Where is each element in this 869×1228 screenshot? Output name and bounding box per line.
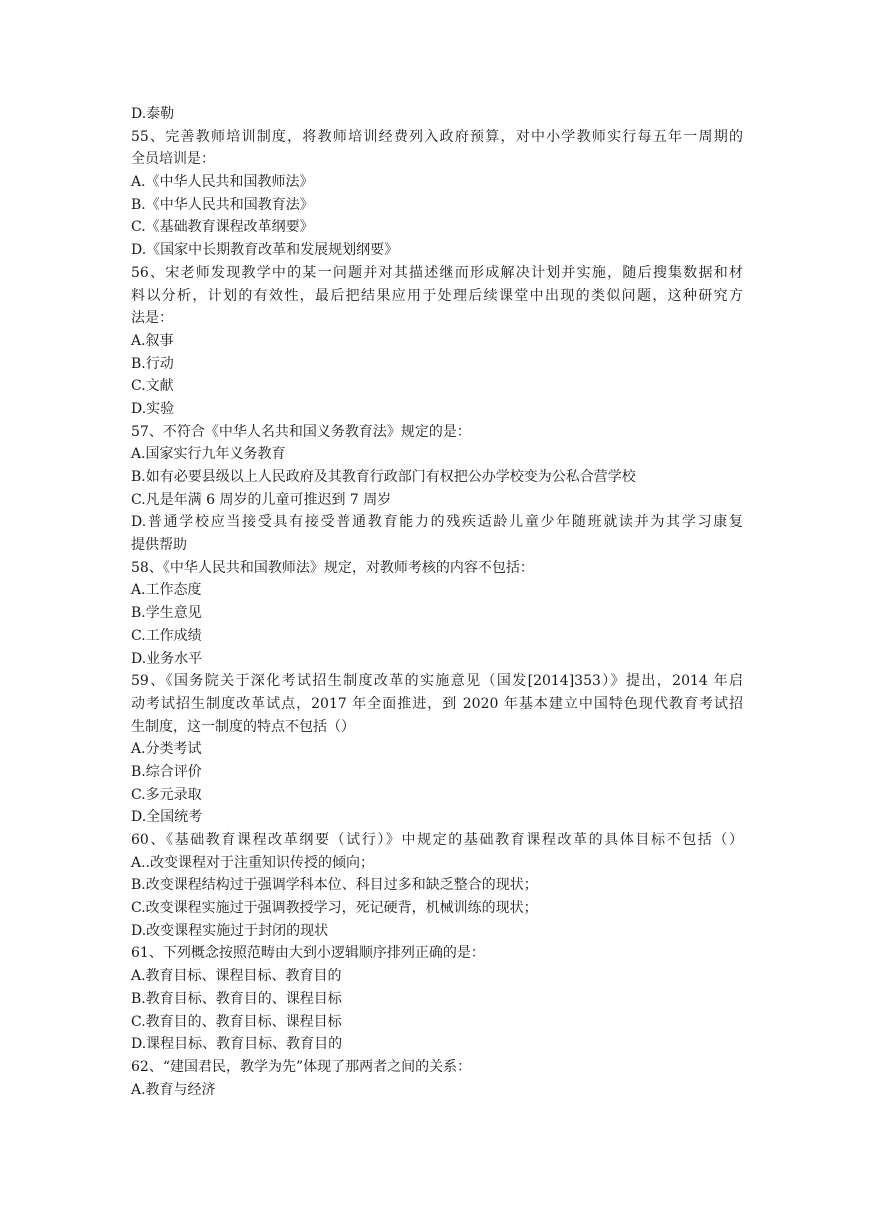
option-text: 提供帮助 (131, 537, 187, 554)
option-text: B.学生意见 (131, 605, 202, 622)
option-text: B.综合评价 (131, 763, 202, 780)
option-text: A.分类考试 (131, 741, 202, 758)
option-text: C.多元录取 (131, 786, 202, 803)
question-text: 法是： (131, 310, 173, 327)
option-text: B.改变课程结构过于强调学科本位、科目过多和缺乏整合的现状； (131, 877, 538, 894)
option-text: A.叙事 (131, 332, 174, 349)
option-text: A.国家实行九年义务教育 (131, 446, 286, 463)
option-text: D.普通学校应当接受具有接受普通教育能力的残疾适龄儿童少年随班就读并为其学习康复 (131, 514, 743, 531)
option-text: A.教育与经济 (131, 1081, 216, 1098)
question-text: 料以分析，计划的有效性，最后把结果应用于处理后续课堂中出现的类似问题，这种研究方 (131, 287, 743, 304)
option-text: D.课程目标、教育目标、教育目的 (131, 1036, 343, 1053)
option-text: D.《国家中长期教育改革和发展规划纲要》 (131, 242, 399, 259)
question-text: 58、《中华人民共和国教师法》规定，对教师考核的内容不包括： (131, 559, 534, 576)
option-text: B.《中华人民共和国教育法》 (131, 196, 314, 213)
option-text: A.《中华人民共和国教师法》 (131, 174, 314, 191)
question-text: 生制度，这一制度的特点不包括（） (131, 718, 355, 735)
option-text: D.实验 (131, 400, 175, 417)
option-text: A.工作态度 (131, 582, 202, 599)
question-text: 60、《基础教育课程改革纲要（试行）》中规定的基础教育课程改革的具体目标不包括（） (131, 832, 743, 848)
question-text: 56、宋老师发现教学中的某一问题并对其描述继而形成解决计划并实施，随后搜集数据和材 (131, 264, 743, 281)
question-text: 57、不符合《中华人名共和国义务教育法》规定的是： (131, 423, 471, 440)
document-page (131, 103, 743, 1101)
option-text: C.文献 (131, 378, 174, 395)
question-text: 62、“建国君民，教学为先”体现了那两者之间的关系： (131, 1058, 472, 1075)
option-text: C.凡是年满 6 周岁的儿童可推迟到 7 周岁 (131, 491, 392, 508)
question-text: 全员培训是： (131, 151, 215, 168)
option-text: C.教育目的、教育目标、课程目标 (131, 1013, 342, 1030)
option-text: C.工作成绩 (131, 627, 202, 644)
question-text: 动考试招生制度改革试点，2017 年全面推进，到 2020 年基本建立中国特色现代教育考试招 (131, 695, 743, 712)
option-text: D.改变课程实施过于封闭的现状 (131, 922, 329, 939)
option-text: D.全国统考 (131, 809, 203, 826)
option-text: C.改变课程实施过于强调教授学习，死记硬背，机械训练的现状； (131, 900, 538, 917)
option-text: A..改变课程对于注重知识传授的倾向； (131, 854, 375, 871)
question-text: 55、完善教师培训制度，将教师培训经费列入政府预算，对中小学教师实行每五年一周期的 (131, 128, 743, 145)
question-text: 59、《国务院关于深化考试招生制度改革的实施意见（国发[2014]353）》提出，2014 年启 (131, 673, 743, 690)
option-text: D.泰勒 (131, 106, 175, 122)
option-text: C.《基础教育课程改革纲要》 (131, 219, 314, 236)
option-text: B.教育目标、教育目的、课程目标 (131, 990, 342, 1007)
option-text: A.教育目标、课程目标、教育目的 (131, 968, 342, 985)
question-text: 61、下列概念按照范畴由大到小逻辑顺序排列正确的是： (131, 945, 485, 962)
option-text: D.业务水平 (131, 650, 203, 667)
option-text: B.行动 (131, 355, 174, 372)
option-text: B.如有必要县级以上人民政府及其教育行政部门有权把公办学校变为公私合营学校 (131, 469, 636, 485)
